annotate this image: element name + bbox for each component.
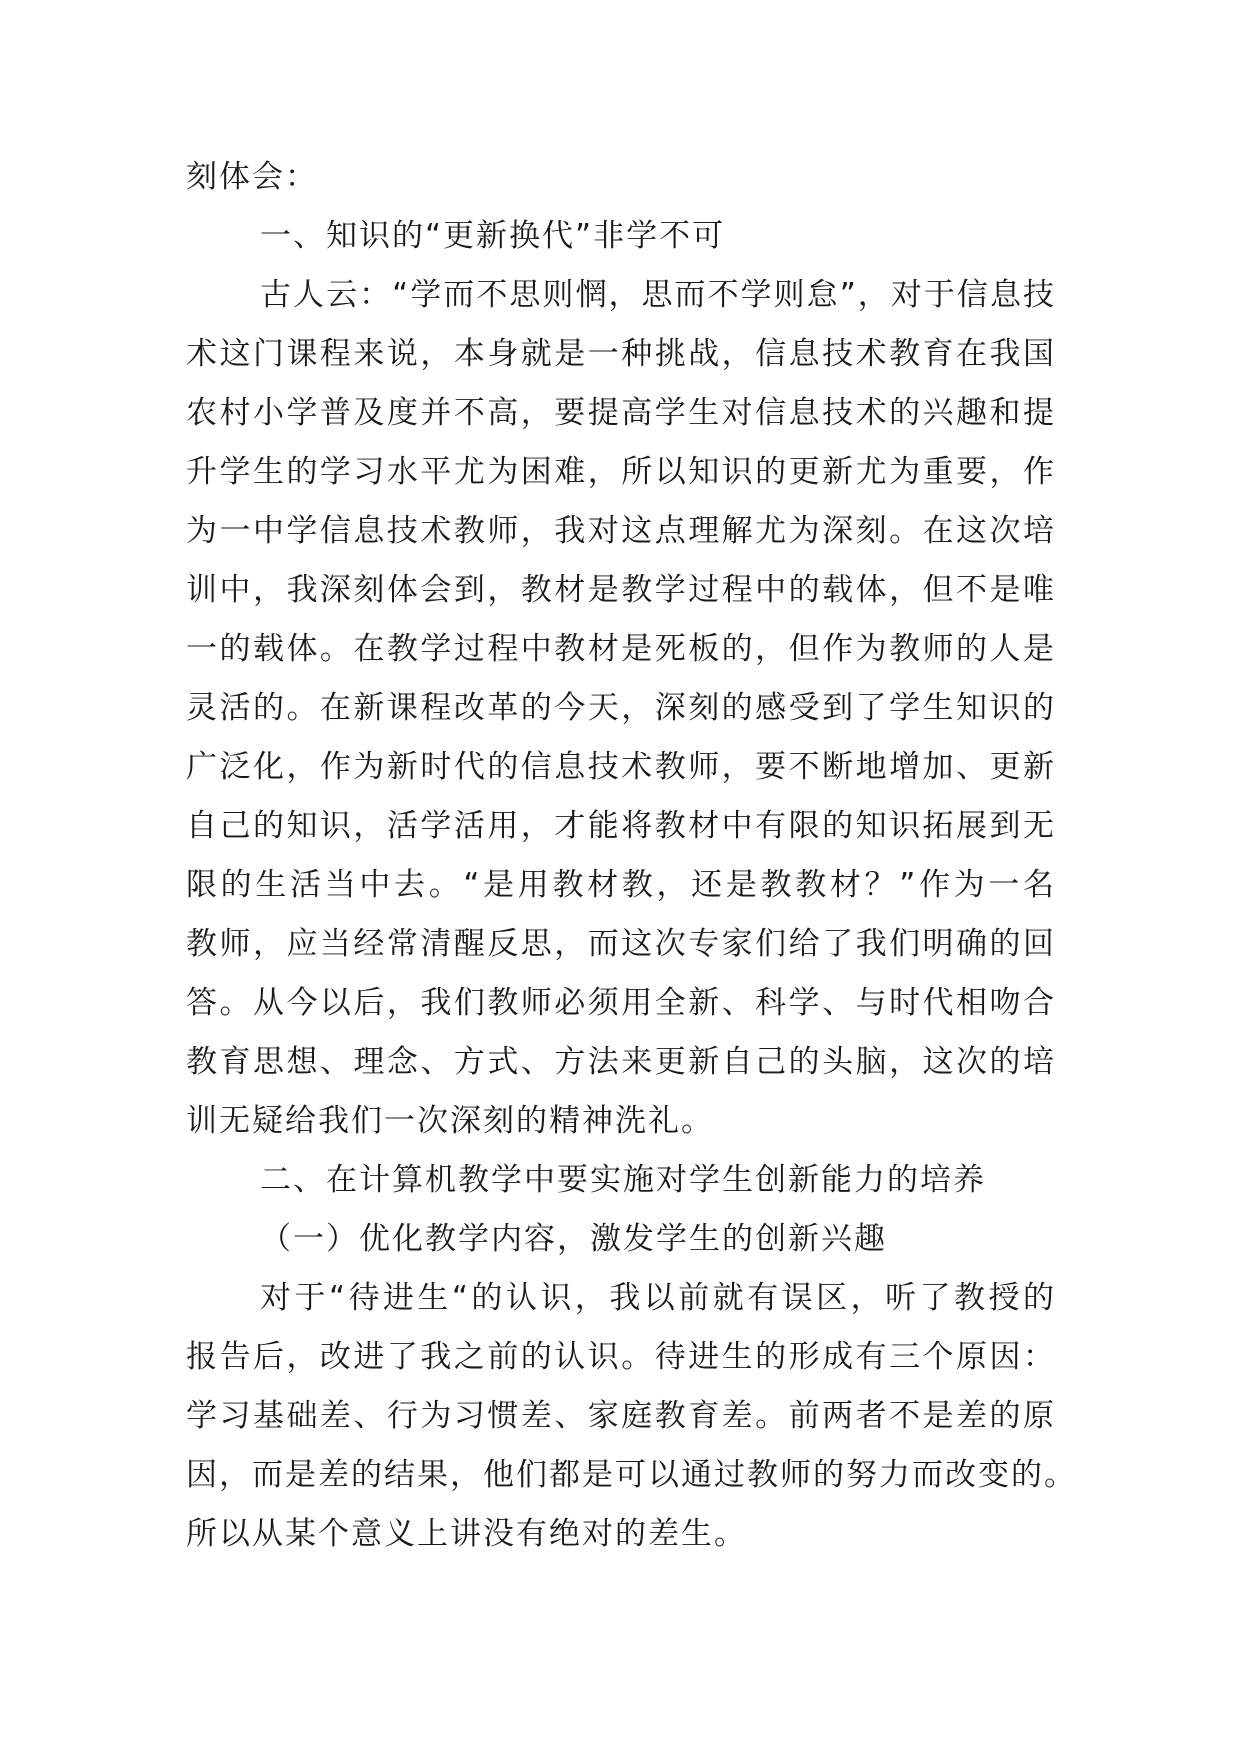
text-line: 刻体会： — [186, 159, 318, 195]
text-line: 对于“待进生“的认识，我以前就有误区，听了教授的 — [260, 1280, 1056, 1316]
text-line: 自己的知识，活学活用，才能将教材中有限的知识拓展到无 — [186, 808, 1056, 844]
text-line: 古人云：“学而不思则惘，思而不学则怠”，对于信息技 — [260, 277, 1056, 313]
text-line: 答。从今以后，我们教师必须用全新、科学、与时代相吻合 — [186, 985, 1056, 1021]
subsection-heading: （一）优化教学内容，激发学生的创新兴趣 — [260, 1221, 887, 1257]
text-line: 教育思想、理念、方式、方法来更新自己的头脑，这次的培 — [186, 1044, 1056, 1080]
text-line: 训中，我深刻体会到，教材是教学过程中的载体，但不是唯 — [186, 572, 1056, 608]
text-line: 广泛化，作为新时代的信息技术教师，要不断地增加、更新 — [186, 749, 1056, 785]
section-heading: 二、在计算机教学中要实施对学生创新能力的培养 — [260, 1162, 986, 1198]
text-line: 术这门课程来说，本身就是一种挑战，信息技术教育在我国 — [186, 336, 1056, 372]
section-heading: 一、知识的“更新换代”非学不可 — [260, 218, 726, 254]
text-line: 为一中学信息技术教师，我对这点理解尤为深刻。在这次培 — [186, 513, 1056, 549]
text-line: 学习基础差、行为习惯差、家庭教育差。前两者不是差的原 — [186, 1398, 1056, 1434]
text-line: 限的生活当中去。“是用教材教，还是教教材？”作为一名 — [186, 867, 1056, 903]
text-line: 教师，应当经常清醒反思，而这次专家们给了我们明确的回 — [186, 926, 1056, 962]
text-line: 训无疑给我们一次深刻的精神洗礼。 — [186, 1103, 714, 1139]
text-line: 灵活的。在新课程改革的今天，深刻的感受到了学生知识的 — [186, 690, 1056, 726]
document-body — [186, 148, 1077, 1564]
text-line: 报告后，改进了我之前的认识。待进生的形成有三个原因： — [186, 1339, 1056, 1375]
text-line: 升学生的学习水平尤为困难，所以知识的更新尤为重要，作 — [186, 454, 1056, 490]
text-line: 所以从某个意义上讲没有绝对的差生。 — [186, 1516, 747, 1552]
text-line: 因，而是差的结果，他们都是可以通过教师的努力而改变的。 — [186, 1457, 1077, 1493]
text-line: 一的载体。在教学过程中教材是死板的，但作为教师的人是 — [186, 631, 1056, 667]
text-line: 农村小学普及度并不高，要提高学生对信息技术的兴趣和提 — [186, 395, 1056, 431]
